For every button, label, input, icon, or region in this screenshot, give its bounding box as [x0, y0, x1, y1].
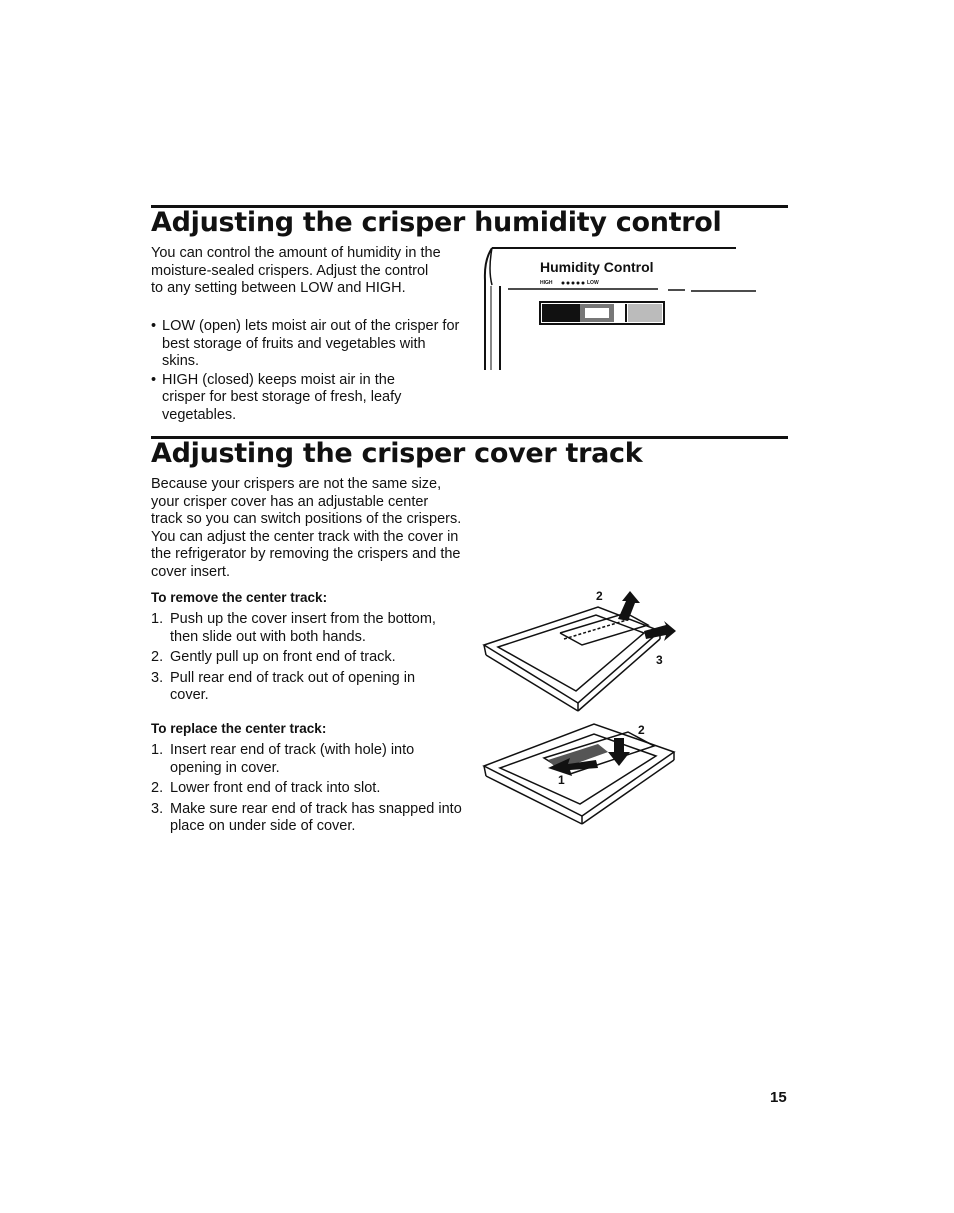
cover-track-intro: Because your crispers are not the same size, your crisper cover has an adjustable center track so you can switch positions of the crispers. You can adjust the center track with the cover in the refrigerator by removing the crispers and the cover insert. — [151, 476, 462, 580]
section-title-humidity: Adjusting the crisper humidity control — [151, 207, 722, 238]
humidity-scale-low: LOW — [587, 280, 599, 286]
bullet-high: • HIGH (closed) keeps moist air in the crisper for best storage of fresh, leafy vegetables. — [151, 371, 402, 423]
remove-track-heading: To remove the center track: — [151, 590, 328, 605]
replace-track-illustration — [478, 718, 693, 838]
figure1-label-2: 2 — [596, 589, 603, 603]
humidity-bullet-list — [151, 318, 463, 425]
figure2-label-1: 1 — [558, 773, 565, 787]
humidity-scale-dots — [562, 282, 585, 285]
remove-step-3: 3. Pull rear end of track out of opening in cover. — [151, 669, 416, 703]
remove-track-illustration — [478, 585, 693, 715]
bullet-low: • LOW (open) lets moist air out of the crisper for best storage of fruits and vegetables with skins. — [151, 318, 460, 369]
replace-step-3: 3. Make sure rear end of track has snapped into place on under side of cover. — [151, 800, 462, 834]
replace-steps-list — [151, 742, 463, 839]
figure1-label-3: 3 — [656, 653, 663, 667]
replace-step-1: 1. Insert rear end of track (with hole) into opening in cover. — [151, 742, 415, 776]
humidity-control-label: Humidity Control — [540, 259, 654, 275]
humidity-slider — [540, 302, 664, 324]
remove-step-1: 1. Push up the cover insert from the bottom, then slide out with both hands. — [151, 611, 436, 645]
cover-inner-frame — [498, 615, 644, 691]
replace-step-2: 2. Lower front end of track into slot. — [151, 780, 381, 796]
replace-track-heading: To replace the center track: — [151, 721, 327, 736]
remove-step-2: 2. Gently pull up on front end of track. — [151, 649, 396, 665]
humidity-intro: You can control the amount of humidity in the moisture-sealed crispers. Adjust the control to any setting between LOW and HIGH. — [151, 245, 441, 296]
remove-steps-list — [151, 611, 463, 708]
cover-outer-frame-2 — [484, 724, 674, 816]
arrow-down-icon — [608, 738, 630, 766]
section-title-cover-track: Adjusting the crisper cover track — [151, 438, 643, 469]
page-number: 15 — [770, 1089, 787, 1106]
humidity-scale-high: HIGH — [540, 280, 553, 286]
arrow-up-icon — [618, 591, 640, 621]
figure2-label-2: 2 — [638, 723, 645, 737]
humidity-control-illustration — [478, 240, 768, 380]
